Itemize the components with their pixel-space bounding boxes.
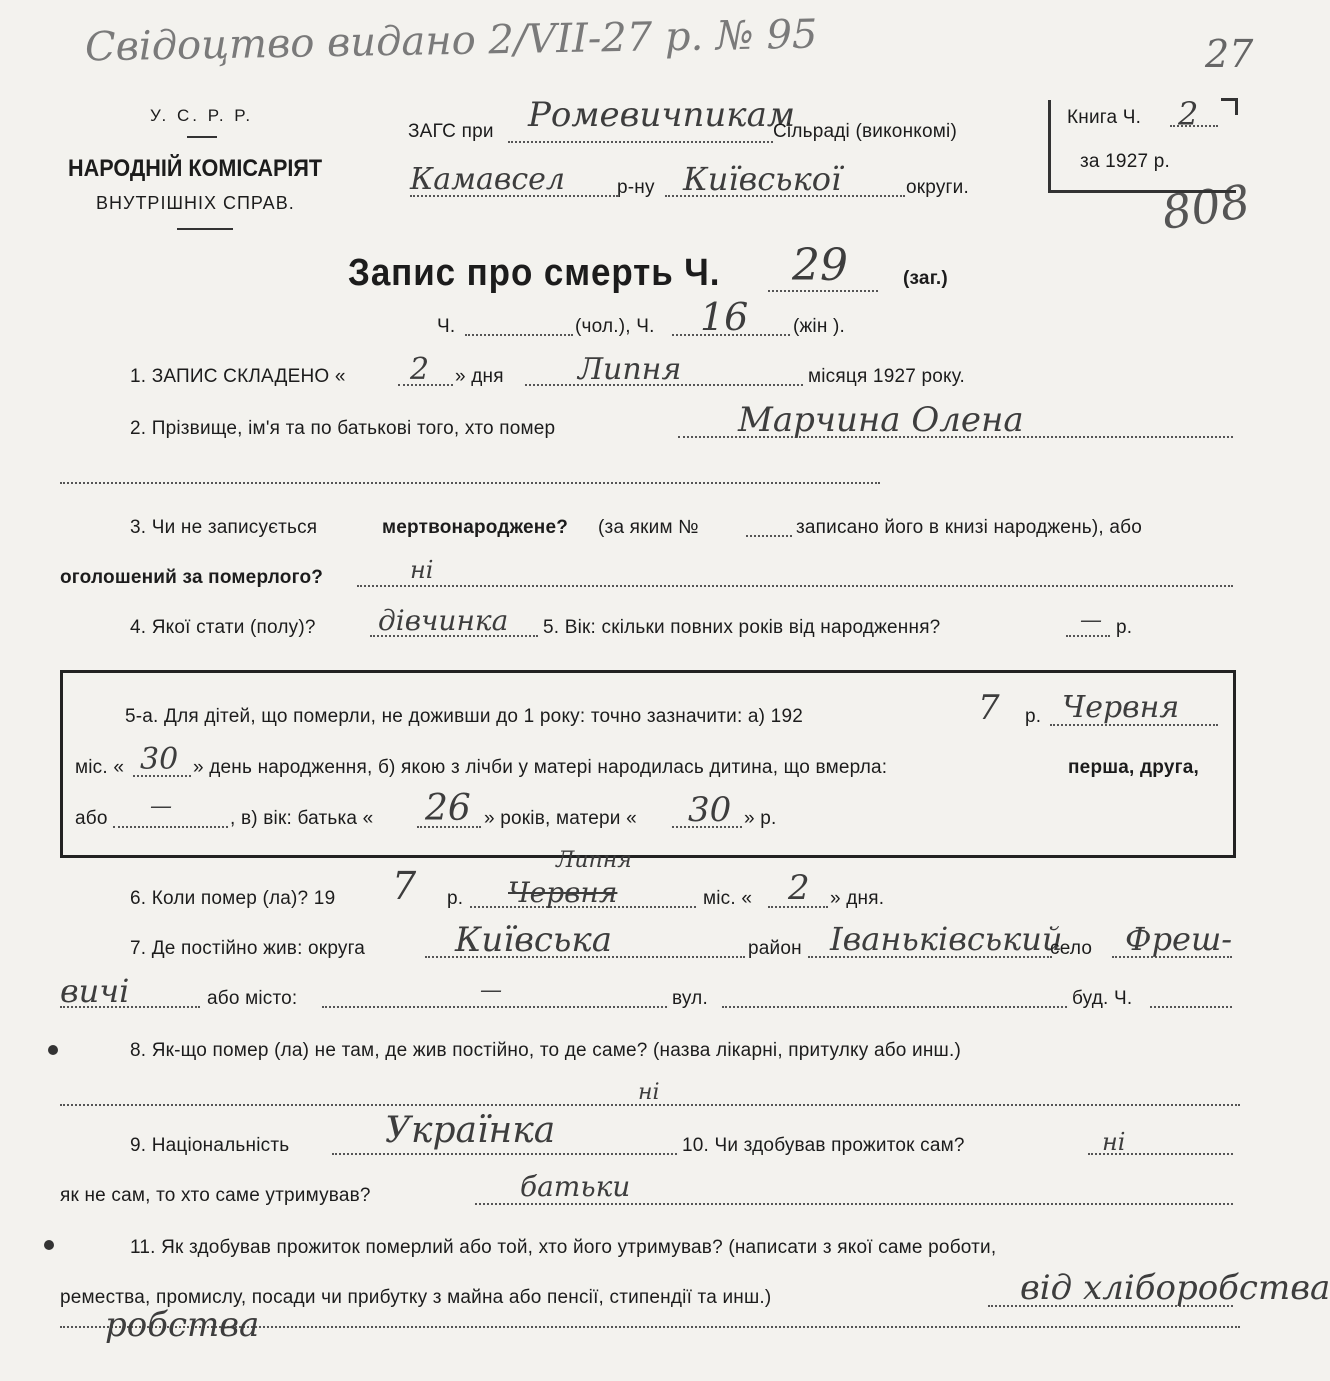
dotted-line <box>357 585 1233 587</box>
ch-label: Ч. <box>437 316 456 337</box>
handwritten-corner-number-2: 808 <box>1158 174 1254 240</box>
internal-affairs-label: ВНУТРІШНІХ СПРАВ. <box>96 193 295 213</box>
dotted-line <box>465 334 573 336</box>
field-6-r: р. <box>447 888 464 909</box>
ussr-label: У. С. Р. Р. <box>150 106 254 125</box>
dotted-line <box>1150 1006 1232 1008</box>
dotted-line <box>508 141 773 143</box>
field-6-label: 6. Коли помер (ла)? 19 <box>130 888 336 909</box>
field-5-label: 5. Вік: скільки повних років від народження? <box>543 617 941 638</box>
field-5a-or: або <box>75 808 108 829</box>
field-6-day: » дня. <box>830 888 885 909</box>
field-3-label: 3. Чи не записується <box>130 517 318 538</box>
handwritten-village-part1: Фреш- <box>1125 920 1233 958</box>
handwritten-zags-name: Ромевичпикам <box>528 95 796 135</box>
field-10-support: як не сам, то хто саме утримував? <box>60 1185 371 1206</box>
field-5a-label: 5-а. Для дітей, що померли, не доживши до 1 року: точно зазначити: а) 192 <box>125 706 803 727</box>
handwritten-death-year: 7 <box>392 864 417 908</box>
dotted-line <box>1066 635 1110 637</box>
zags-prefix: ЗАГС при <box>408 121 494 142</box>
handwritten-self-support: ні <box>1102 1128 1126 1156</box>
handwritten-raion: Камавсел <box>410 162 565 197</box>
field-7-house: буд. Ч. <box>1072 988 1133 1009</box>
divider <box>187 136 217 138</box>
handwritten-where-else: ні <box>638 1080 660 1105</box>
dotted-line <box>746 535 792 537</box>
field-5-r: р. <box>1116 617 1133 638</box>
field-5a-father-age: , в) вік: батька « <box>230 808 374 829</box>
handwritten-alternative: — <box>150 794 172 819</box>
divider <box>177 228 233 230</box>
field-8-label: 8. Як-що помер (ла) не там, де жив постійно, то де саме? (назва лікарні, притулку або инш.) <box>130 1040 961 1061</box>
record-title: Запис про смерть Ч. <box>348 252 721 294</box>
field-9-label: 9. Національність <box>130 1135 290 1156</box>
field-10-label: 10. Чи здобував прожиток сам? <box>682 1135 965 1156</box>
dotted-line <box>60 1006 200 1008</box>
field-5a-r: р. <box>1025 706 1042 727</box>
handwritten-supported-by: батьки <box>520 1170 631 1203</box>
dotted-line <box>322 1006 667 1008</box>
handwritten-sex: дівчинка <box>378 604 509 637</box>
field-3-declared-dead: оголошений за померлого? <box>60 567 324 588</box>
handwritten-book-number: 2 <box>1178 95 1199 133</box>
okruha-suffix: округи. <box>906 177 969 198</box>
handwritten-nationality: Українка <box>385 1110 556 1151</box>
handwritten-death-month: Липня <box>556 848 632 873</box>
field-1-day: » дня <box>455 366 504 387</box>
book-label: Книга Ч. <box>1067 107 1142 128</box>
field-5a-birth-text: » день народження, б) якою з лічби у матері народилась дитина, що вмерла: <box>193 757 888 778</box>
field-7-label: 7. Де постійно жив: округа <box>130 938 366 959</box>
field-7-city: або місто: <box>207 988 298 1009</box>
field-5a-first-second: перша, друга, <box>1068 757 1199 778</box>
handwritten-father-age: 26 <box>425 788 471 829</box>
raion-suffix: р-ну <box>617 177 655 198</box>
commissariat-title: НАРОДНІЙ КОМІСАРІЯТ <box>68 155 323 182</box>
handwritten-birth-month: Червня <box>1062 690 1180 725</box>
field-6-month: міс. « <box>703 888 753 909</box>
handwritten-death-month-crossed: Червня <box>508 876 618 909</box>
field-5a-mother-age: » років, матери « <box>484 808 637 829</box>
field-5a-r2: » р. <box>744 808 777 829</box>
dotted-line <box>113 826 228 828</box>
handwritten-corner-number: 27 <box>1205 32 1254 76</box>
handwritten-mother-age: 30 <box>688 790 732 830</box>
handwritten-residence-raion: Іваньківський <box>830 920 1063 958</box>
field-3-stillborn: мертвонароджене? <box>382 517 569 538</box>
handwritten-okruha: Київської <box>683 160 842 198</box>
handwritten-day: 2 <box>410 352 430 387</box>
field-1-label: 1. ЗАПИС СКЛАДЕНО « <box>130 366 346 387</box>
zags-suffix: Сільраді (виконкомі) <box>773 121 957 142</box>
field-1-month: місяця 1927 року. <box>808 366 966 387</box>
handwritten-birth-year: 7 <box>978 688 1000 728</box>
field-2-label: 2. Прізвище, ім'я та по батькові того, хто помер <box>130 418 556 439</box>
dotted-line <box>722 1006 1067 1008</box>
handwritten-record-number: 29 <box>792 240 848 291</box>
field-7-village: село <box>1050 938 1093 959</box>
handwritten-income-part1: від хліборобства <box>1020 1268 1330 1308</box>
handwritten-death-day: 2 <box>788 868 810 908</box>
handwritten-certificate-note: Свідоцтво видано 2/VII-27 р. № 95 <box>84 11 818 71</box>
handwritten-month: Липня <box>578 352 682 387</box>
handwritten-city: — <box>480 978 502 1003</box>
dotted-line <box>475 1203 1233 1205</box>
zag-label: (заг.) <box>903 268 948 289</box>
handwritten-village-part2: вичі <box>60 972 130 1010</box>
ink-smudge <box>48 1045 58 1055</box>
field-7-raion: район <box>748 938 802 959</box>
field-11-label: 11. Як здобував прожиток померлий або той, хто його утримував? (написати з якої саме роботи, <box>130 1237 997 1258</box>
field-11-continued: ремества, промислу, посади чи прибутку з майна або пенсії, стипендії та инш.) <box>60 1287 772 1308</box>
handwritten-income-part2: робства <box>105 1305 260 1345</box>
ink-smudge <box>44 1240 54 1250</box>
field-5a-month: міс. « <box>75 757 125 778</box>
dotted-line <box>60 482 880 484</box>
dotted-line <box>332 1153 677 1155</box>
field-3-number: (за яким № <box>598 517 699 538</box>
zhin-label: (жін ). <box>793 316 846 337</box>
handwritten-age: — <box>1080 608 1102 633</box>
handwritten-deceased-name: Марчина Олена <box>738 400 1024 440</box>
handwritten-residence-okruha: Київська <box>455 920 613 960</box>
book-year: за 1927 р. <box>1080 151 1170 172</box>
handwritten-no: ні <box>410 556 434 584</box>
handwritten-female-number: 16 <box>700 295 749 339</box>
chol-label: (чол.), Ч. <box>575 316 655 337</box>
field-7-street: вул. <box>672 988 708 1009</box>
field-3-recorded: записано його в книзі народжень), або <box>796 517 1142 538</box>
handwritten-birth-day: 30 <box>140 742 179 777</box>
field-4-label: 4. Якої стати (полу)? <box>130 617 316 638</box>
